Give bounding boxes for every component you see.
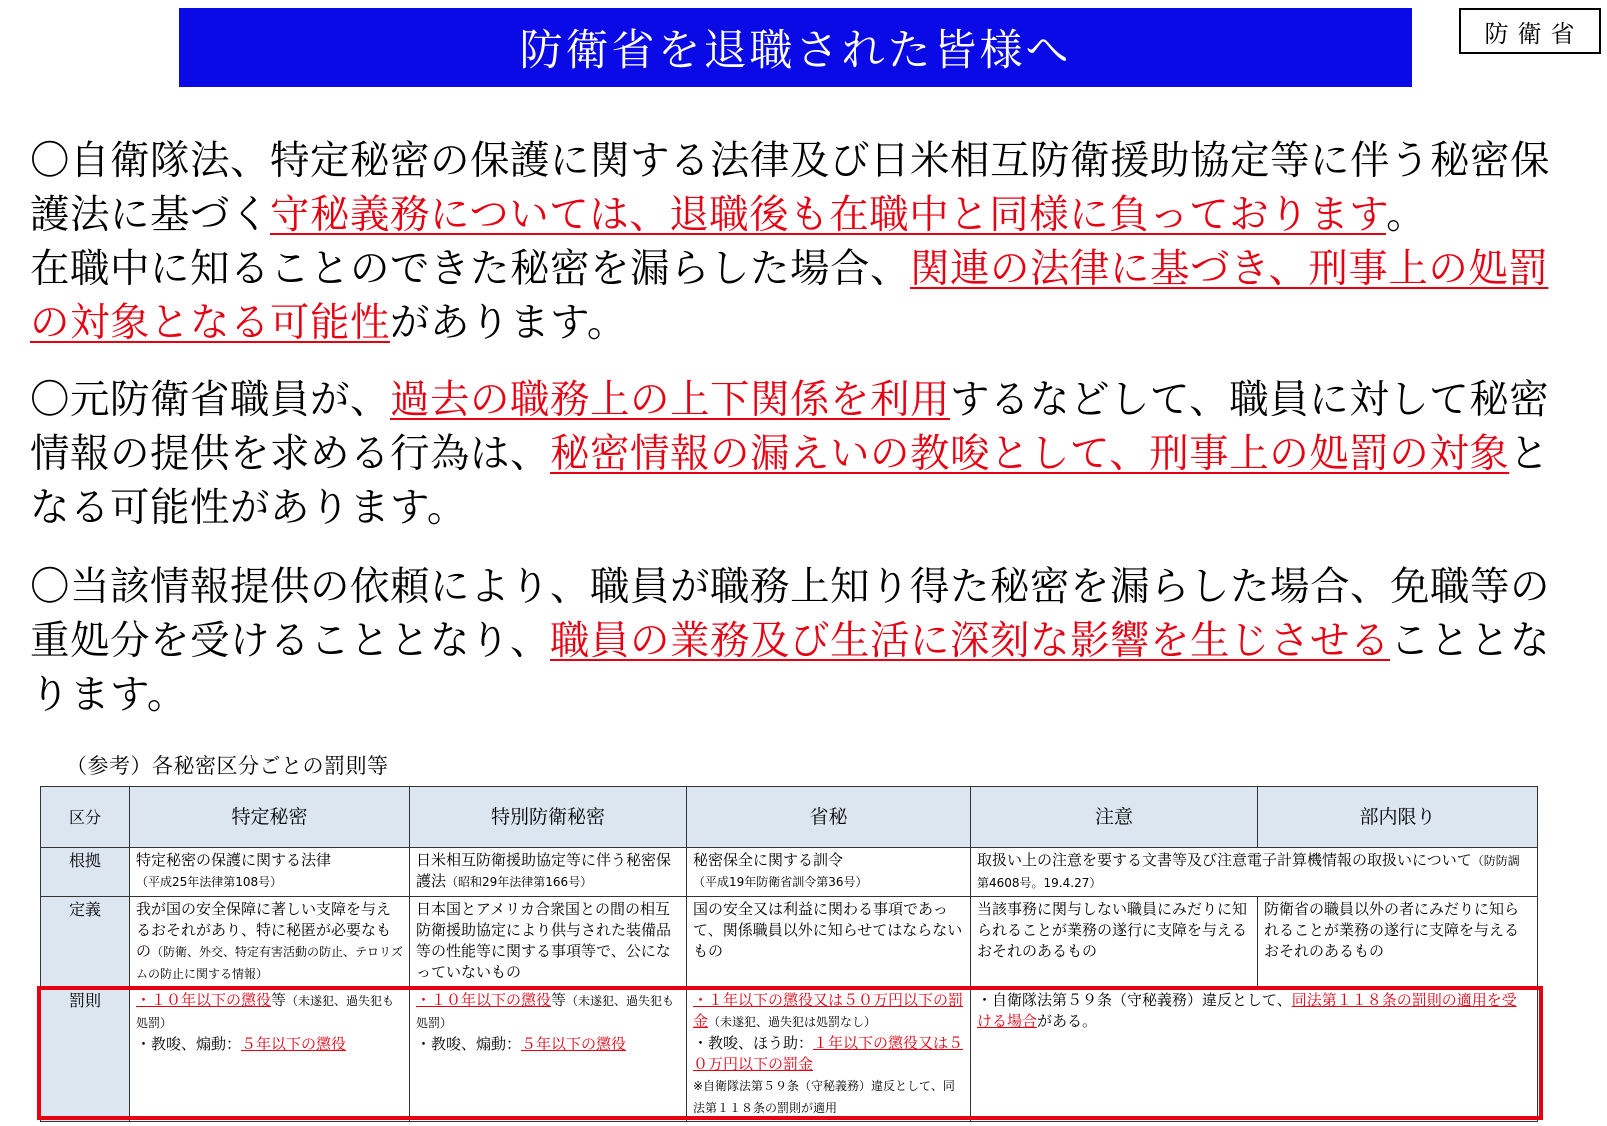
cell-konkyo-chui-bunai	[971, 848, 1538, 897]
p1-highlight-2: 関連の法律に基づき、刑事上の処罰の対象となる可能性	[30, 246, 1549, 346]
penalty-text: ５年以下の懲役	[521, 1035, 627, 1053]
cell-note: （昭和29年法律第166号）	[446, 875, 593, 889]
row-label-konkyo: 根拠	[41, 848, 130, 897]
p3-highlight-1: 職員の業務及び生活に深刻な影響を生じさせる	[550, 618, 1390, 664]
penalty-text: 同法第１１８条の罰則の適用を受ける場合	[977, 991, 1517, 1030]
cell-note: （平成19年防衛省訓令第36号）	[693, 875, 868, 889]
cell-teigi-chui: 当該事務に関与しない職員にみだりに知られることが業務の遂行に支障を与えるおそれのあるもの	[971, 897, 1258, 988]
p1-highlight-1: 守秘義務については、退職後も在職中と同様に負っております	[270, 192, 1387, 238]
notice-paragraph-3	[30, 560, 1585, 722]
page-title-banner	[179, 8, 1412, 87]
reference-caption: （参考）各秘密区分ごとの罰則等	[66, 754, 389, 778]
p1-text-1: 〇自衛隊法、特定秘密の保護に関する法律及び日米相互防衛援助協定等に伴う秘密保護法に基づく	[30, 138, 1550, 238]
cell-text: ・教唆、ほう助：	[693, 1034, 814, 1052]
org-label-box	[1459, 8, 1601, 54]
cell-note: （平成25年法律第108号）	[136, 875, 283, 889]
p2-text-3: となる可能性があります。	[30, 431, 1550, 531]
penalty-text: ５年以下の懲役	[241, 1035, 347, 1053]
page-title: 防衛省を退職された皆様へ	[519, 26, 1072, 76]
table-header-row	[41, 787, 1538, 848]
cell-bassoku-chui-bunai	[971, 988, 1538, 1122]
p1-text-2: 。 在職中に知ることのできた秘密を漏らした場合、	[30, 192, 1427, 292]
cell-text: がある。	[1037, 1012, 1098, 1030]
cell-text: ・教唆、煽動：	[416, 1035, 522, 1053]
cell-text: ・自衛隊法第５９条（守秘義務）違反として、	[977, 991, 1292, 1009]
cell-bassoku-shohi	[687, 988, 971, 1122]
header-tokutei: 特定秘密	[130, 787, 410, 848]
cell-footnote: ※自衛隊法第５９条（守秘義務）違反として、同法第１１８条の罰則が適用	[693, 1079, 955, 1115]
header-kubun: 区分	[41, 787, 130, 848]
cell-bassoku-tokutei	[130, 988, 410, 1122]
penalty-text: １年以下の懲役又は５０万円以下の罰金	[693, 1034, 964, 1073]
notice-paragraph-1	[30, 134, 1585, 350]
cell-teigi-tokubetsu: 日本国とアメリカ合衆国との間の相互防衛援助協定により供与された装備品等の性能等に関する事項等で、公になっていないもの	[410, 897, 687, 988]
cell-text: ・教唆、煽動：	[136, 1035, 242, 1053]
header-bunai: 部内限り	[1258, 787, 1538, 848]
cell-text: 我が国の安全保障に著しい支障を与えるおそれがあり、特に秘匿が必要なもの	[136, 900, 392, 960]
row-label-teigi: 定義	[41, 897, 130, 988]
cell-note: （防衛、外交、特定有害活動の防止、テロリズムの防止に関する情報）	[136, 945, 403, 981]
p3-text-1: 〇当該情報提供の依頼により、職員が職務上知り得た秘密を漏らした場合、免職等の重処分を受けることとなり、	[30, 564, 1550, 664]
cell-teigi-tokutei	[130, 897, 410, 988]
penalty-table	[40, 786, 1538, 1122]
header-shohi: 省秘	[687, 787, 971, 848]
p2-text-1: 〇元防衛省職員が、	[30, 377, 390, 423]
cell-konkyo-shohi	[687, 848, 971, 897]
cell-note: （未遂犯、過失犯は処罰なし）	[708, 1015, 877, 1029]
cell-note: （未遂犯、過失犯も処罰）	[416, 994, 675, 1030]
p2-highlight-1: 過去の職務上の上下関係を利用	[390, 377, 950, 423]
header-tokubetsu: 特別防衛秘密	[410, 787, 687, 848]
penalty-text: ・１０年以下の懲役	[136, 991, 272, 1009]
cell-konkyo-tokutei	[130, 848, 410, 897]
p3-text-2: こととなります。	[30, 618, 1550, 718]
notice-paragraph-2	[30, 373, 1585, 535]
header-chui: 注意	[971, 787, 1258, 848]
cell-note: （防防調第4608号。19.4.27）	[977, 854, 1520, 890]
row-label-bassoku: 罰則	[41, 988, 130, 1122]
org-label: 防衛省	[1484, 19, 1584, 48]
cell-konkyo-tokubetsu	[410, 848, 687, 897]
penalty-text: ・１０年以下の懲役	[416, 991, 552, 1009]
p2-highlight-2: 秘密情報の漏えいの教唆として、刑事上の処罰の対象	[550, 431, 1510, 477]
p1-text-3: があります。	[390, 300, 627, 346]
cell-bassoku-tokubetsu	[410, 988, 687, 1122]
cell-note: （未遂犯、過失犯も処罰）	[136, 994, 395, 1030]
cell-teigi-shohi: 国の安全又は利益に関わる事項であって、関係職員以外に知らせてはならないもの	[687, 897, 971, 988]
cell-text: 等	[551, 991, 567, 1009]
cell-teigi-bunai: 防衛省の職員以外の者にみだりに知られることが業務の遂行に支障を与えるおそれのあるもの	[1258, 897, 1538, 988]
table-row-bassoku	[41, 988, 1538, 1122]
cell-text: 取扱い上の注意を要する文書等及び注意電子計算機情報の取扱いについて	[977, 851, 1472, 869]
cell-text: 日米相互防衛援助協定等に伴う秘密保護法	[416, 851, 672, 890]
cell-text: 秘密保全に関する訓令	[693, 851, 844, 869]
table-row-teigi	[41, 897, 1538, 988]
table-row-konkyo	[41, 848, 1538, 897]
cell-text: 等	[271, 991, 287, 1009]
p2-text-2: するなどして、職員に対して秘密情報の提供を求める行為は、	[30, 377, 1550, 477]
cell-text: 特定秘密の保護に関する法律	[136, 851, 332, 869]
penalty-text: ・１年以下の懲役又は５０万円以下の罰金	[693, 991, 964, 1030]
